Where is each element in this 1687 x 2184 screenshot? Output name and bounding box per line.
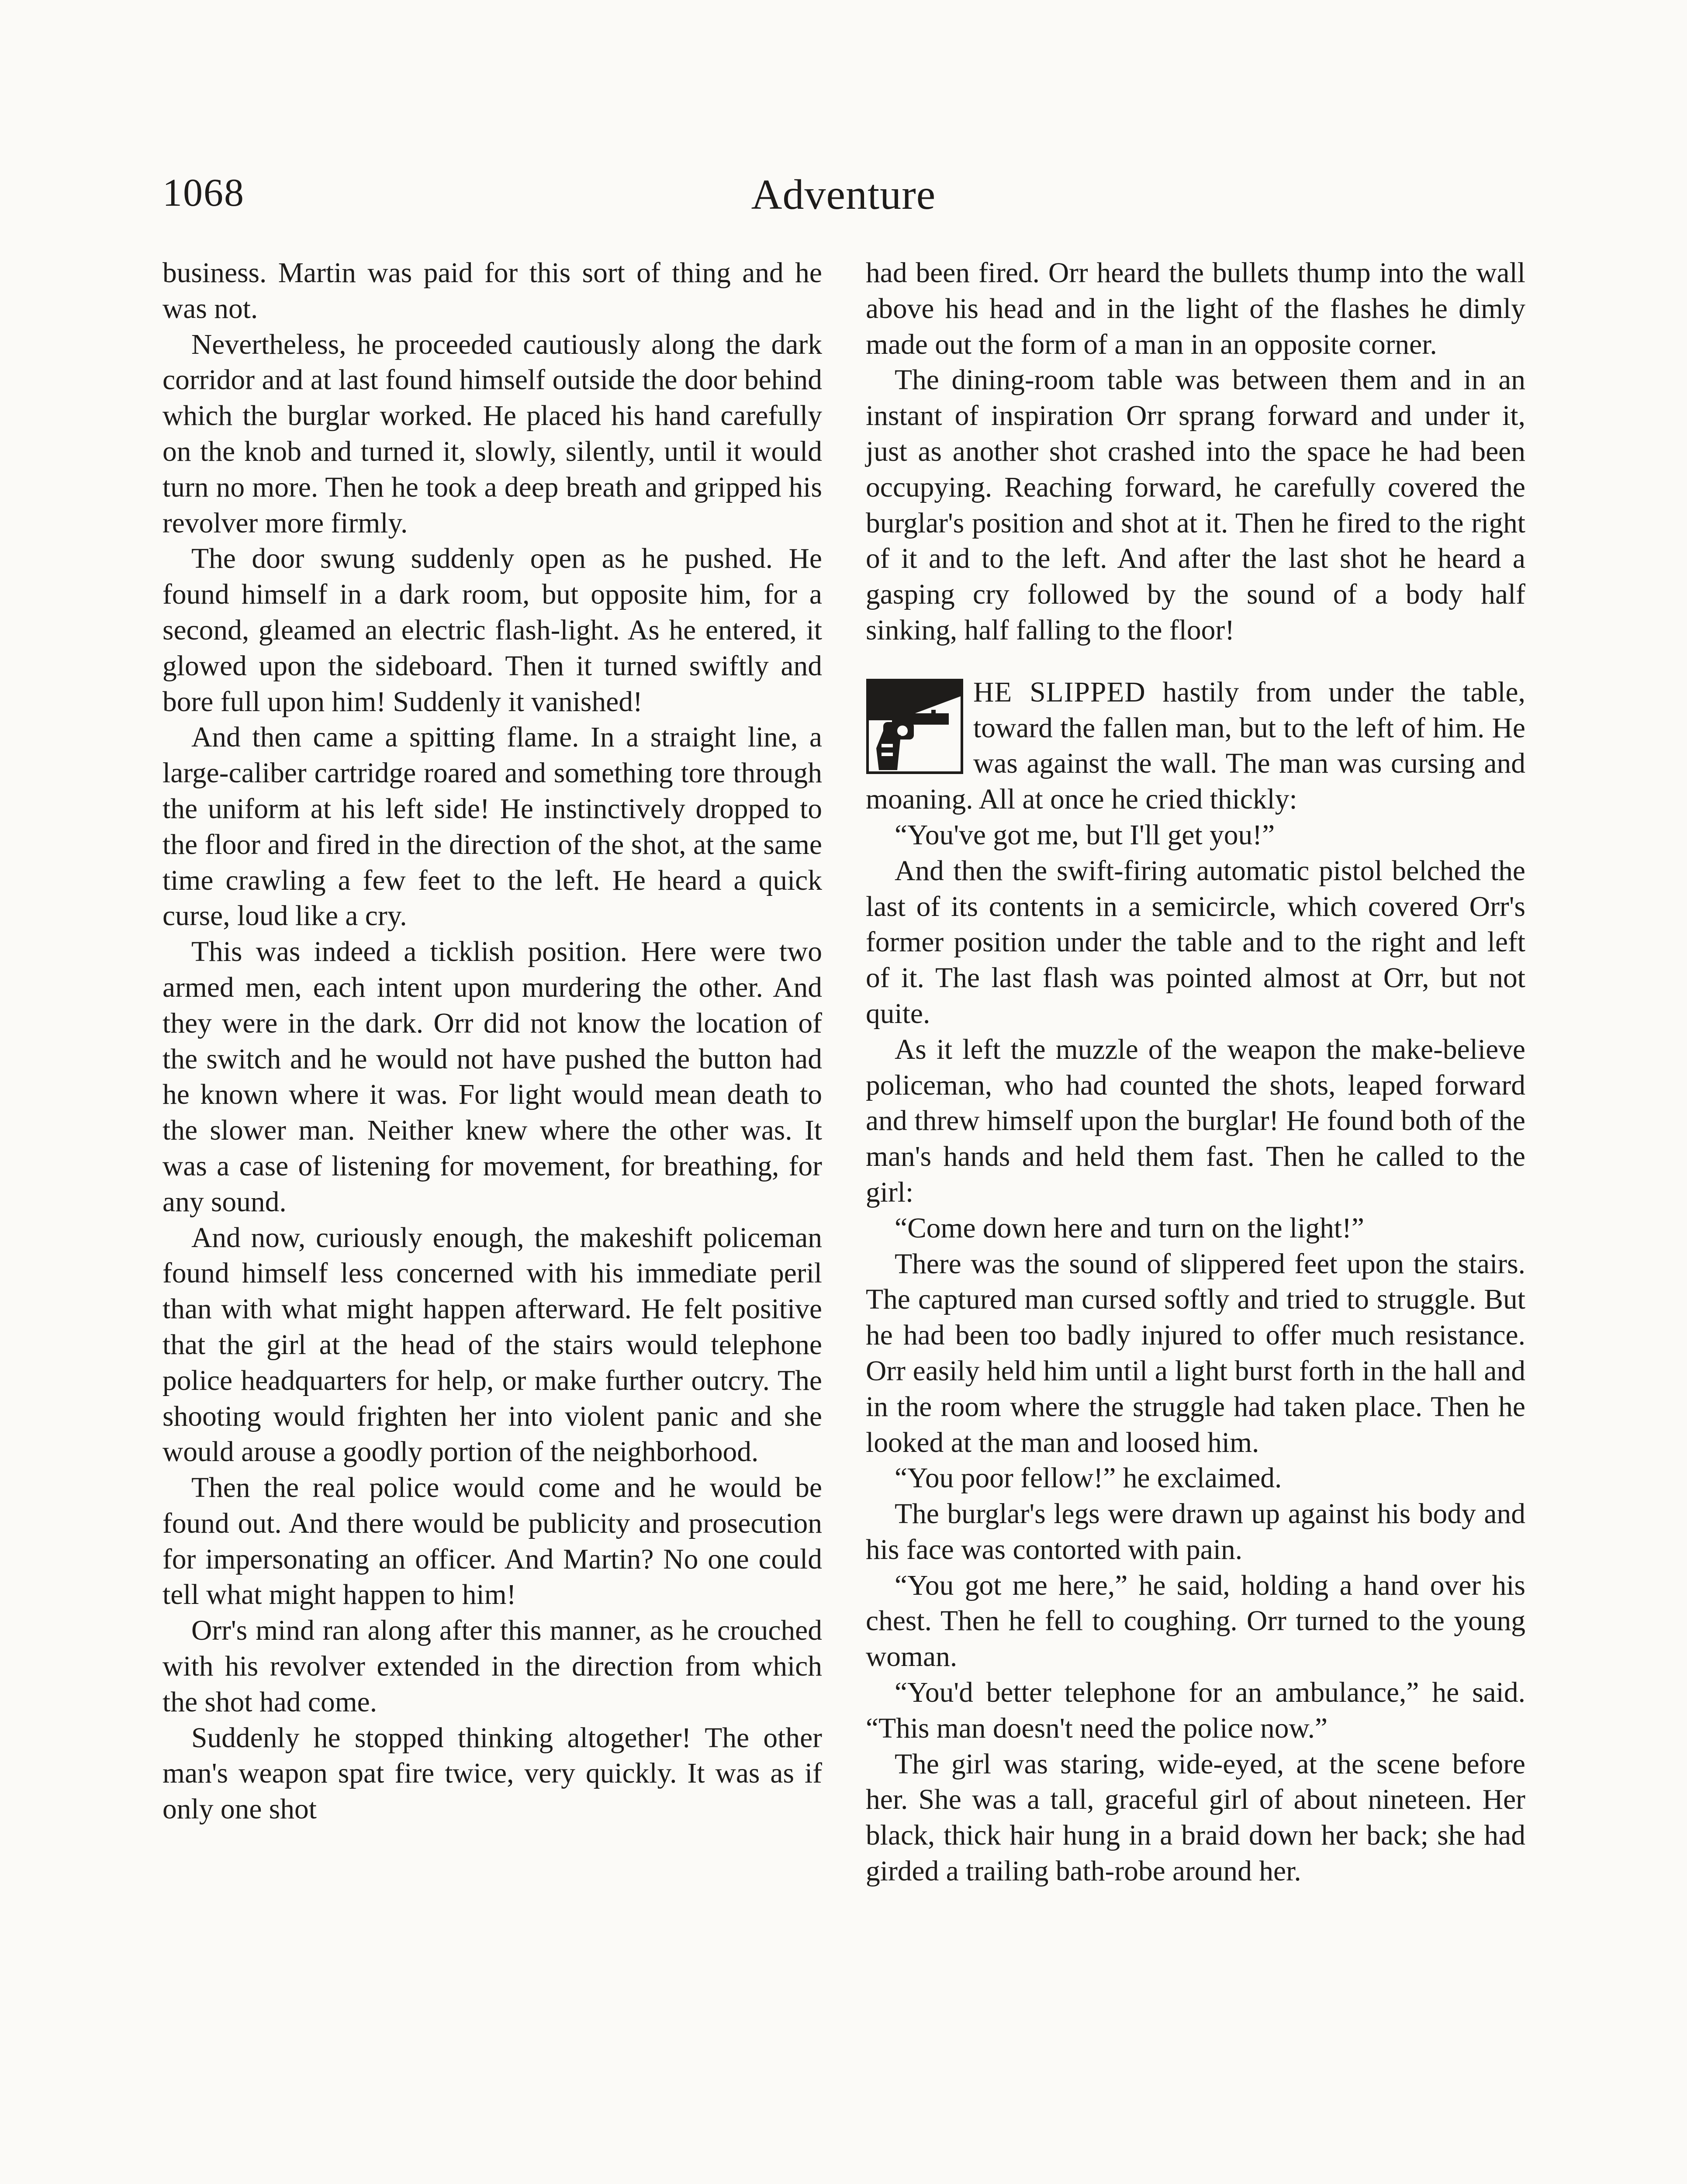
paragraph: Orr's mind ran along after this manner, as he crouched with his revolver extended in the direction from which the shot had come. xyxy=(162,1615,822,1718)
paragraph: And then the swift-firing automatic pistol belched the last of its contents in a semicircle, which covered Orr's former position under the table and to the right and left of it. The last flash was pointed almost at Orr, but not quite. xyxy=(866,855,1525,1030)
paragraph: There was the sound of slippered feet upon the stairs. The captured man cursed softly and tried to struggle. But he had been too badly injured to offer much resistance. Orr easily held him until a light burst forth in the hall and in the room where the struggle had taken place. Then he looked at the man and loosed him. xyxy=(866,1248,1525,1458)
page-number: 1068 xyxy=(162,171,245,214)
paragraph: This was indeed a ticklish position. Here were two armed men, each intent upon murdering the other. And they were in the dark. Orr did not know the location of the switch and he would not have pushed the button had he known where it was. For light would mean death to the slower man. Neither knew where the other was. It was a case of listening for movement, for breathing, for any sound. xyxy=(162,936,822,1218)
paragraph: “You poor fellow!” he exclaimed. xyxy=(895,1462,1282,1494)
paragraph: “You'd better telephone for an ambulance,” he said. “This man doesn't need the police now.” xyxy=(866,1677,1525,1744)
right-column xyxy=(866,256,1525,1890)
revolver-icon xyxy=(866,678,964,774)
paragraph: And then came a spitting flame. In a straight line, a large-caliber cartridge roared and something tore through the uniform at his left side! He instinctively dropped to the floor and fired in the direction of the shot, at the same time crawling a few feet to the left. He heard a quick curse, loud like a cry. xyxy=(162,722,822,932)
section-text: hastily from under the table, toward the fallen man, but to the left of him. He was against the wall. The man was cursing and moaning. All at once he cried thickly: xyxy=(866,676,1525,816)
paragraph: Suddenly he stopped thinking altogether! The other man's weapon spat fire twice, very quickly. It was as if only one shot xyxy=(162,1722,822,1825)
left-column xyxy=(162,256,822,1828)
paragraph: The dining-room table was between them and in an instant of inspiration Orr sprang forward and under it, just as another shot crashed into the space he had been occupying. Reaching forward, he carefully covered the burglar's position and shot at it. Then he fired to the right of it and to the left. And after the last shot he heard a gasping cry followed by the sound of a body half sinking, half falling to the floor! xyxy=(866,364,1525,646)
lead-in-caps: HE SLIPPED xyxy=(973,676,1146,708)
paragraph: The burglar's legs were drawn up against his body and his face was contorted with pain. xyxy=(866,1498,1525,1565)
section-break xyxy=(866,675,1525,818)
page-header xyxy=(162,170,1525,218)
paragraph: “Come down here and turn on the light!” xyxy=(895,1212,1364,1244)
paragraph: As it left the muzzle of the weapon the make-believe policeman, who had counted the shots, leaped forward and threw himself upon the burglar! He found both of the man's hands and held them fast. Then he called to the girl: xyxy=(866,1033,1525,1208)
paragraph: Then the real police would come and he would be found out. And there would be publicity and prosecution for impersonating an officer. And Martin? No one could tell what might happen to him! xyxy=(162,1472,822,1611)
paragraph: business. Martin was paid for this sort of thing and he was not. xyxy=(162,257,822,325)
paragraph: The girl was staring, wide-eyed, at the scene before her. She was a tall, graceful girl of about nineteen. Her black, thick hair hung in a braid down her back; she had girded a trailing bath-robe around her. xyxy=(866,1748,1525,1887)
paragraph: “You've got me, but I'll get you!” xyxy=(895,819,1275,851)
paragraph: And now, curiously enough, the makeshift policeman found himself less concerned with his immediate peril than with what might happen afterward. He felt positive that the girl at the head of the stairs would telephone police headquarters for help, or make further outcry. The shooting would frighten her into violent panic and she would arouse a goodly portion of the neighborhood. xyxy=(162,1222,822,1468)
paragraph: Nevertheless, he proceeded cautiously along the dark corridor and at last found himself outside the door behind which the burglar worked. He placed his hand carefully on the knob and turned it, slowly, silently, until it would turn no more. Then he took a deep breath and gripped his revolver more firmly. xyxy=(162,328,822,539)
magazine-title: Adventure xyxy=(751,171,936,218)
paragraph: “You got me here,” he said, holding a hand over his chest. Then he fell to coughing. Orr turned to the young woman. xyxy=(866,1569,1525,1673)
section-paragraph xyxy=(866,675,1525,818)
paragraph: had been fired. Orr heard the bullets thump into the wall above his head and in the light of the flashes he dimly made out the form of a man in an opposite corner. xyxy=(866,257,1525,360)
paragraph: The door swung suddenly open as he pushed. He found himself in a dark room, but opposite him, for a second, gleamed an electric flash-light. As he entered, it glowed upon the sideboard. Then it turned swiftly and bore full upon him! Suddenly it vanished! xyxy=(162,543,822,718)
